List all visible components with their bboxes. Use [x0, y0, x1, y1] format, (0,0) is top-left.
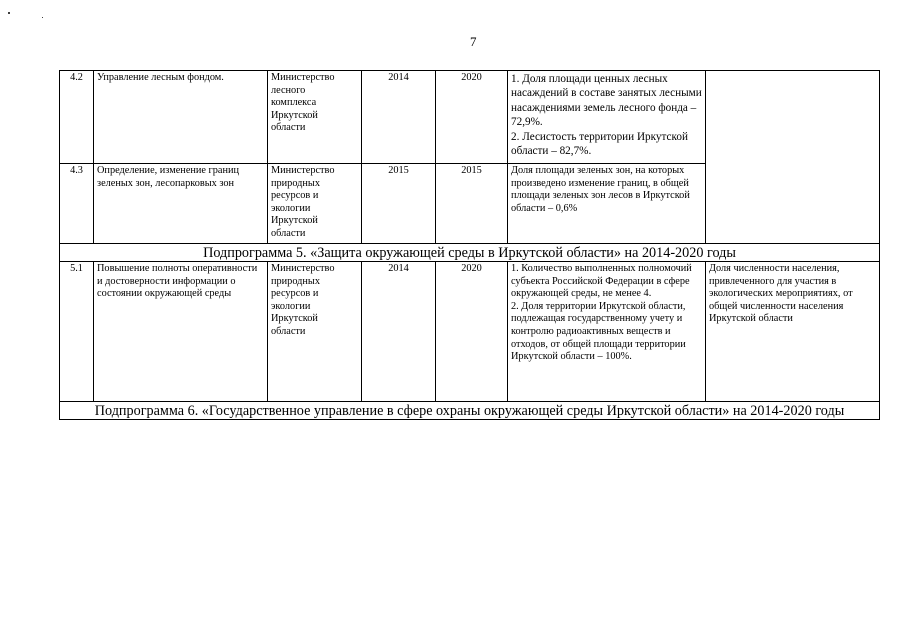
executor: Министерство природных ресурсов и экологии Иркутской области — [268, 164, 362, 244]
row-number: 4.2 — [60, 71, 94, 164]
executor: Министерство природных ресурсов и экологии Иркутской области — [268, 262, 362, 402]
target-indicators — [508, 164, 706, 244]
table-row-5-1 — [60, 262, 880, 402]
row-number: 4.3 — [60, 164, 94, 244]
target-indicators — [508, 262, 706, 402]
scan-speck — [42, 17, 43, 18]
measure-name: Управление лесным фондом. — [94, 71, 268, 164]
subprogram-5-header — [60, 244, 880, 262]
start-year: 2015 — [362, 164, 436, 244]
subprogram-title: Подпрограмма 6. «Государственное управление в сфере охраны окружающей среды Иркутской области» на 2014-2020 годы — [60, 402, 880, 420]
end-year: 2020 — [436, 262, 508, 402]
page-number: 7 — [470, 34, 477, 49]
program-indicator: Доля численности населения, привлеченного для участия в экологических мероприятиях, от общей численности населения Иркутской области — [706, 262, 880, 402]
target-indicators — [508, 71, 706, 164]
program-indicator-cell — [706, 71, 880, 244]
indicator-item: 1. Доля площади ценных лесных насаждений в составе занятых лесными насаждениями земель лесного фонда – 72,9%. — [511, 73, 702, 129]
subprogram-title: Подпрограмма 5. «Защита окружающей среды в Иркутской области» на 2014-2020 годы — [60, 244, 880, 262]
measures-table — [59, 70, 880, 420]
start-year: 2014 — [362, 71, 436, 164]
subprogram-6-header — [60, 402, 880, 420]
end-year: 2015 — [436, 164, 508, 244]
start-year: 2014 — [362, 262, 436, 402]
indicator-item: 2. Лесистость территории Иркутской области – 82,7%. — [511, 130, 688, 158]
indicator-item: 1. Количество выполненных полномочий субъекта Российской Федерации в сфере окружающей среды, не менее 4. — [511, 263, 692, 300]
end-year: 2020 — [436, 71, 508, 164]
executor: Министерство лесного комплекса Иркутской области — [268, 71, 362, 164]
scan-speck — [8, 12, 10, 14]
measure-name: Определение, изменение границ зеленых зон, лесопарковых зон — [94, 164, 268, 244]
table-row-4-2 — [60, 71, 880, 164]
measure-name: Повышение полноты оперативности и достоверности информации о состоянии окружающей среды — [94, 262, 268, 402]
row-number: 5.1 — [60, 262, 94, 402]
indicator-item: Доля площади зеленых зон, на которых произведено изменение границ, в общей площади зеленых зон лесов в Иркутской области – 0,6% — [511, 165, 690, 214]
indicator-item: 2. Доля территории Иркутской области, подлежащая государственному учету и контролю радиоактивных веществ и отходов, от общей площади территории Иркутской области – 100%. — [511, 300, 686, 363]
